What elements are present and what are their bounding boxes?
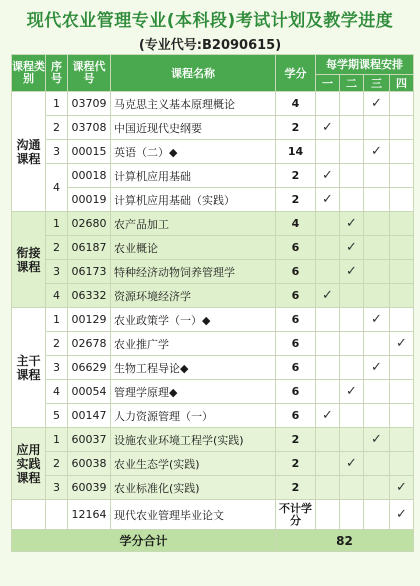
course-name: 马克思主义基本原理概论: [111, 92, 276, 116]
semester-cell: [316, 380, 340, 404]
course-credits: 6: [276, 236, 316, 260]
course-name: 人力资源管理（一）: [111, 404, 276, 428]
course-code: 00018: [68, 164, 111, 188]
course-name: 生物工程导论◆: [111, 356, 276, 380]
course-seq: 3: [46, 260, 68, 284]
header-sem1: 一: [316, 75, 340, 92]
table-row: [12, 428, 414, 452]
semester-cell: [340, 500, 364, 530]
course-credits: 6: [276, 404, 316, 428]
course-seq: 2: [46, 452, 68, 476]
semester-cell: [390, 308, 414, 332]
course-code: 00019: [68, 188, 111, 212]
course-credits: 不计学分: [276, 500, 316, 530]
semester-cell: [340, 92, 364, 116]
semester-cell: [364, 380, 390, 404]
course-code: 02678: [68, 332, 111, 356]
table-row: [12, 308, 414, 332]
checkmark-icon: ✓: [390, 476, 414, 500]
semester-cell: [340, 332, 364, 356]
semester-cell: [390, 212, 414, 236]
table-row: [12, 212, 414, 236]
checkmark-icon: ✓: [364, 356, 390, 380]
table-row: [12, 404, 414, 428]
course-seq: 2: [46, 332, 68, 356]
semester-cell: [390, 452, 414, 476]
course-credits: 6: [276, 380, 316, 404]
table-row: [12, 92, 414, 116]
semester-cell: [364, 188, 390, 212]
course-code: 03709: [68, 92, 111, 116]
course-seq: 4: [46, 284, 68, 308]
semester-cell: [340, 404, 364, 428]
course-seq: 1: [46, 212, 68, 236]
course-credits: 4: [276, 92, 316, 116]
header-seq: 序号: [46, 55, 68, 92]
course-credits: 6: [276, 260, 316, 284]
semester-cell: [364, 236, 390, 260]
course-seq: 2: [46, 236, 68, 260]
course-credits: 6: [276, 284, 316, 308]
semester-cell: [390, 284, 414, 308]
header-code: 课程代号: [68, 55, 111, 92]
semester-cell: [316, 140, 340, 164]
checkmark-icon: ✓: [316, 404, 340, 428]
semester-cell: [390, 428, 414, 452]
semester-cell: [364, 332, 390, 356]
course-code: 00129: [68, 308, 111, 332]
semester-cell: [316, 476, 340, 500]
course-seq: 3: [46, 356, 68, 380]
checkmark-icon: ✓: [390, 332, 414, 356]
course-category: [12, 500, 46, 530]
semester-cell: [390, 260, 414, 284]
semester-cell: [364, 116, 390, 140]
semester-cell: [340, 356, 364, 380]
semester-cell: [316, 92, 340, 116]
semester-cell: [316, 308, 340, 332]
course-code: 00015: [68, 140, 111, 164]
course-code: 60039: [68, 476, 111, 500]
checkmark-icon: ✓: [340, 236, 364, 260]
semester-cell: [316, 236, 340, 260]
semester-cell: [316, 500, 340, 530]
semester-cell: [340, 428, 364, 452]
semester-cell: [316, 332, 340, 356]
semester-cell: [390, 140, 414, 164]
course-name: 计算机应用基础（实践）: [111, 188, 276, 212]
course-name: 计算机应用基础: [111, 164, 276, 188]
course-name: 农业标准化(实践): [111, 476, 276, 500]
course-seq: 4: [46, 380, 68, 404]
semester-cell: [390, 356, 414, 380]
course-name: 特种经济动物饲养管理学: [111, 260, 276, 284]
course-seq: 1: [46, 308, 68, 332]
course-name: 农业生态学(实践): [111, 452, 276, 476]
course-name: 英语（二）◆: [111, 140, 276, 164]
course-code: 60037: [68, 428, 111, 452]
semester-cell: [340, 308, 364, 332]
semester-cell: [340, 140, 364, 164]
semester-cell: [340, 164, 364, 188]
course-seq: 1: [46, 428, 68, 452]
course-code: 06332: [68, 284, 111, 308]
course-seq: 2: [46, 116, 68, 140]
course-code: 06173: [68, 260, 111, 284]
course-name: 管理学原理◆: [111, 380, 276, 404]
table-row: [12, 284, 414, 308]
semester-cell: [340, 116, 364, 140]
semester-cell: [364, 164, 390, 188]
header-semester: 每学期课程安排: [316, 55, 414, 75]
table-row: [12, 236, 414, 260]
semester-cell: [316, 260, 340, 284]
total-label: 学分合计: [12, 530, 276, 552]
header-category: 课程类别: [12, 55, 46, 92]
course-seq: 4: [46, 164, 68, 212]
table-row: [12, 476, 414, 500]
course-code: 02680: [68, 212, 111, 236]
course-credits: 6: [276, 332, 316, 356]
course-name: 设施农业环境工程学(实践): [111, 428, 276, 452]
semester-cell: [340, 476, 364, 500]
checkmark-icon: ✓: [316, 284, 340, 308]
semester-cell: [364, 452, 390, 476]
course-code: 00147: [68, 404, 111, 428]
header-sem3: 三: [364, 75, 390, 92]
semester-cell: [316, 452, 340, 476]
course-credits: 2: [276, 476, 316, 500]
semester-cell: [390, 236, 414, 260]
course-code: 06187: [68, 236, 111, 260]
course-code: 12164: [68, 500, 111, 530]
semester-cell: [390, 92, 414, 116]
course-code: 06629: [68, 356, 111, 380]
page-title: 现代农业管理专业(本科段)考试计划及教学进度: [26, 11, 394, 31]
page-subtitle: (专业代号:B2090615): [138, 38, 282, 53]
course-code: 00054: [68, 380, 111, 404]
table-row: [12, 356, 414, 380]
course-name: 中国近现代史纲要: [111, 116, 276, 140]
course-name: 资源环境经济学: [111, 284, 276, 308]
semester-cell: [340, 284, 364, 308]
header-credits: 学分: [276, 55, 316, 92]
header-name: 课程名称: [111, 55, 276, 92]
semester-cell: [316, 428, 340, 452]
semester-cell: [390, 164, 414, 188]
table-row: [12, 380, 414, 404]
checkmark-icon: ✓: [364, 308, 390, 332]
semester-cell: [390, 404, 414, 428]
checkmark-icon: ✓: [316, 164, 340, 188]
table-row: [12, 332, 414, 356]
course-credits: 6: [276, 356, 316, 380]
course-seq: 3: [46, 476, 68, 500]
semester-cell: [316, 356, 340, 380]
table-row: [12, 500, 414, 530]
semester-cell: [364, 284, 390, 308]
course-credits: 2: [276, 164, 316, 188]
course-name: 农业推广学: [111, 332, 276, 356]
semester-cell: [364, 500, 390, 530]
table-row: [12, 452, 414, 476]
course-credits: 4: [276, 212, 316, 236]
semester-cell: [390, 188, 414, 212]
semester-cell: [364, 404, 390, 428]
course-code: 03708: [68, 116, 111, 140]
course-credits: 2: [276, 116, 316, 140]
checkmark-icon: ✓: [340, 212, 364, 236]
course-seq: [46, 500, 68, 530]
course-credits: 6: [276, 308, 316, 332]
course-seq: 1: [46, 92, 68, 116]
exam-plan-table: [11, 54, 414, 552]
header-sem2: 二: [340, 75, 364, 92]
table-row: [12, 140, 414, 164]
course-seq: 5: [46, 404, 68, 428]
course-category: 主干课程: [12, 308, 46, 428]
table-row: [12, 188, 414, 212]
header-sem4: 四: [390, 75, 414, 92]
course-name: 农产品加工: [111, 212, 276, 236]
checkmark-icon: ✓: [390, 500, 414, 530]
table-row: [12, 164, 414, 188]
course-credits: 14: [276, 140, 316, 164]
course-credits: 2: [276, 428, 316, 452]
table-row: [12, 116, 414, 140]
semester-cell: [390, 116, 414, 140]
checkmark-icon: ✓: [364, 92, 390, 116]
total-value: 82: [276, 530, 414, 552]
semester-cell: [364, 476, 390, 500]
course-category: 沟通课程: [12, 92, 46, 212]
checkmark-icon: ✓: [340, 380, 364, 404]
semester-cell: [390, 380, 414, 404]
checkmark-icon: ✓: [364, 140, 390, 164]
checkmark-icon: ✓: [316, 188, 340, 212]
semester-cell: [364, 212, 390, 236]
checkmark-icon: ✓: [340, 452, 364, 476]
checkmark-icon: ✓: [364, 428, 390, 452]
course-credits: 2: [276, 452, 316, 476]
checkmark-icon: ✓: [316, 116, 340, 140]
course-name: 农业概论: [111, 236, 276, 260]
course-category: 衔接课程: [12, 212, 46, 308]
semester-cell: [364, 260, 390, 284]
course-seq: 3: [46, 140, 68, 164]
semester-cell: [340, 188, 364, 212]
semester-cell: [316, 212, 340, 236]
course-name: 现代农业管理毕业论文: [111, 500, 276, 530]
total-row: [12, 530, 414, 552]
course-name: 农业政策学（一）◆: [111, 308, 276, 332]
table-row: [12, 260, 414, 284]
checkmark-icon: ✓: [340, 260, 364, 284]
course-category: 应用实践课程: [12, 428, 46, 500]
course-credits: 2: [276, 188, 316, 212]
course-code: 60038: [68, 452, 111, 476]
